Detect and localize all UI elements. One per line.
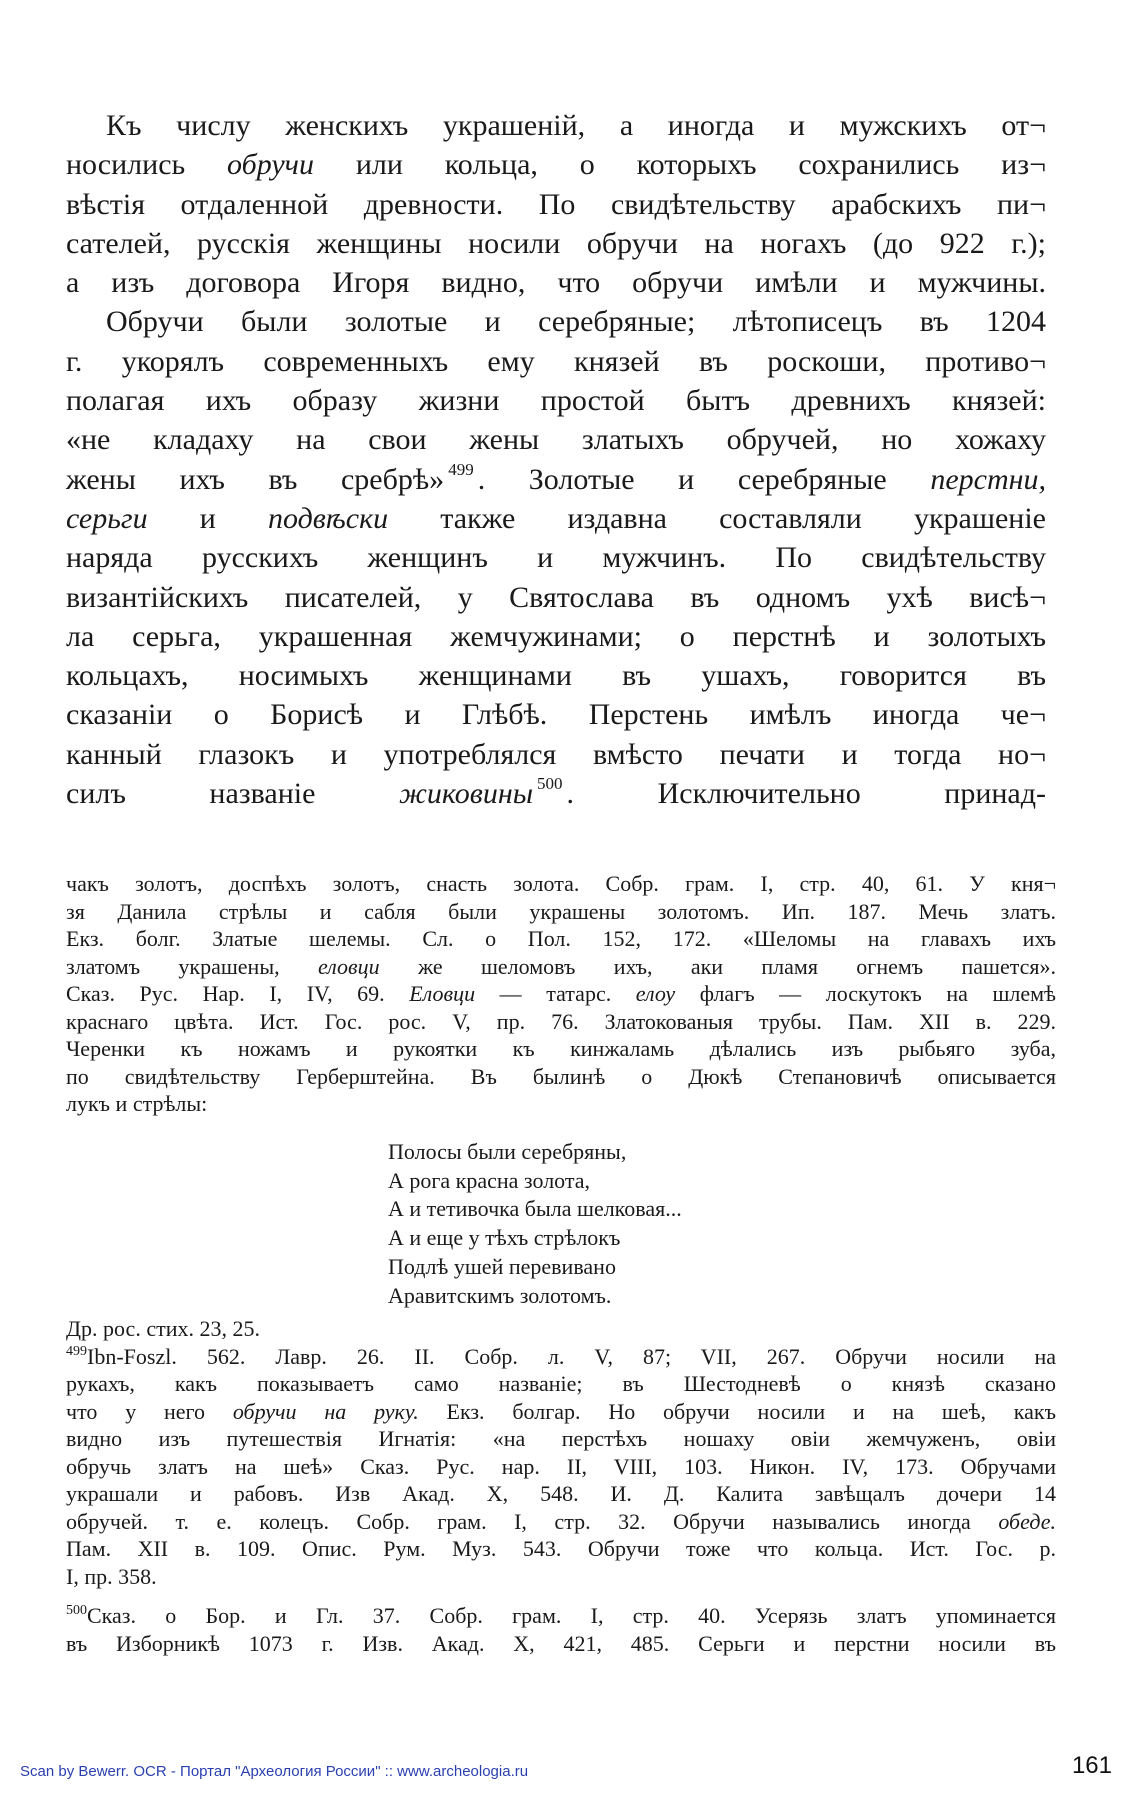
text: Къ числу женскихъ украшенiй, а иногда и мужскихъ от¬ [106,109,1046,142]
text: полагая ихъ образу жизни простой бытъ древнихъ князей: [66,384,1046,418]
text: «не кладаху на свои жены златыхъ обручей, но хожаху [66,423,1046,457]
text-line [66,263,1046,302]
footnotes [66,1315,1056,1657]
text: Др. рос. стих. 23, 25. [66,1316,260,1341]
text: чакъ золотъ, доспѣхъ золотъ, снасть золота. Собр. грам. I, стр. 40, 61. У кня¬ [66,871,1056,896]
text: обручей. т. е. колецъ. Собр. грам. I, стр. 32. Обручи назывались иногда [66,1508,999,1534]
verse-source [66,1315,1056,1343]
text: златомъ украшены, [66,953,318,979]
text: Ibn-Foszl. 562. Лавр. 26. II. Собр. л. V, 87; VII, 267. Обручи носили на [87,1343,1056,1369]
text: канный глазокъ и употреблялся вмѣсто печати и тогда но¬ [66,737,1046,771]
footnote-number: 500 [66,1603,87,1618]
note-line [66,1535,1056,1563]
text-line [66,302,1046,341]
text: сказанiи о Борисѣ и Глѣбѣ. Перстень имѣлъ иногда че¬ [66,698,1046,732]
text: I, пр. 358. [66,1563,157,1589]
text: украшали и рабовъ. Изв Акад. X, 548. И. Д. Калита завѣщалъ дочери 14 [66,1481,1056,1506]
note-line [66,1090,1056,1118]
note-line [66,1630,1056,1658]
text: Екз. болгар. Но обручи носили и на шеѣ, какъ [418,1398,1056,1424]
text: по свидѣтельству Герберштейна. Въ былинѣ о Дюкѣ Степановичѣ описывается [66,1063,1056,1089]
verse-line: Аравитскимъ золотомъ. [388,1282,612,1308]
italic-term: обручи на руку. [232,1398,419,1424]
verse-line: Полосы были серебряны, [388,1139,627,1164]
footnote-500 [66,1602,1056,1630]
note-line [66,925,1056,953]
scan-credit-link[interactable]: Scan by Bewerr. OCR - Портал "Археология России" :: www.archeologia.ru [20,1763,529,1780]
text: сателей, русскiя женщины носили обручи на ногахъ (до 922 г.); [66,226,1046,260]
italic-term: елоу [635,981,676,1006]
text: наряда русскихъ женщинъ и мужчинъ. По свидѣтельству [66,541,1046,575]
note-line [66,870,1056,898]
text-line [66,460,1046,499]
text-line [66,420,1046,459]
note-line [66,1398,1056,1426]
italic-term: жиковины [399,777,534,811]
text-line [66,617,1046,656]
text: Черенки къ ножамъ и рукоятки къ кинжаламь дѣлались изъ рыбьяго зуба, [66,1036,1056,1061]
italic-term: еловци [317,953,380,979]
text: краснаго цвѣта. Ист. Гос. рос. V, пр. 76. Златокованыя трубы. Пам. XII в. 229. [66,1008,1056,1034]
text-line [66,538,1046,577]
note-line [66,1370,1056,1398]
text-line [66,185,1046,224]
text: Екз. болг. Златые шелемы. Сл. о Пол. 152, 172. «Шеломы на главахъ ихъ [66,926,1056,951]
footnote-ref-499[interactable]: 499 [448,459,474,479]
text: а изъ договора Игоря видно, что обручи имѣли и мужчины. [66,266,1046,300]
text: Обручи были золотые и серебряные; лѣтописецъ въ 1204 [106,305,1046,339]
page-number: 161 [1071,1752,1112,1779]
note-line [66,1425,1056,1453]
note-line [66,1008,1056,1036]
text: зя Данила стрѣлы и сабля были украшены золотомъ. Ип. 187. Мечь златъ. [66,898,1056,924]
text: и [147,501,268,535]
text: силъ названiе [66,777,400,811]
text: . Исключительно принад- [566,777,1046,811]
footnote-ref-500[interactable]: 500 [537,774,563,794]
note-line [66,1563,1056,1591]
main-paragraphs [66,106,1046,813]
verse-line: А и тетивочка была шелковая... [388,1196,682,1222]
text-line [66,735,1046,774]
note-line [66,1480,1056,1508]
text: въ Изборникѣ 1073 г. Изв. Акад. X, 421, 485. Серьги и перстни носили въ [66,1630,1056,1656]
text-line [66,499,1046,538]
footnote-499 [66,1343,1056,1371]
italic-term: Еловци [409,981,476,1006]
text: же шеломовъ ихъ, аки пламя огнемъ пашется». [379,953,1057,979]
text-line [66,145,1046,184]
text: видно изъ путешествiя Игнатiя: «на перстѣхъ ношаху овiи жемчуженъ, овiи [66,1426,1056,1451]
note-line [66,1453,1056,1481]
text: носились [66,148,228,182]
text: кольцахъ, носимыхъ женщинами въ ушахъ, говорится въ [66,659,1046,693]
text: Пам. XII в. 109. Опис. Рум. Муз. 543. Обручи тоже что кольца. Ист. Гос. р. [66,1536,1056,1561]
text-line [66,106,1046,145]
text: Сказ. Рус. Нар. I, IV, 69. [66,981,410,1006]
text: или кольца, о которыхъ сохранились из¬ [313,148,1047,182]
text: г. укорялъ современныхъ ему князей въ роскоши, противо¬ [66,344,1046,378]
text-line [66,774,1046,813]
text: обручь златъ на шеѣ» Сказ. Рус. нар. II, VIII, 103. Никон. IV, 173. Обручами [66,1453,1056,1479]
footnote-number: 499 [66,1343,87,1359]
text: . Золотые и серебряные [477,462,931,496]
text: ла серьга, украшенная жемчужинами; о перстнѣ и золотыхъ [66,619,1046,653]
spacer [66,1590,1056,1602]
text: рукахъ, какъ показываетъ само названiе; въ Шестодневѣ о князѣ сказано [66,1371,1056,1396]
footnote-continuation [66,870,1056,1118]
text-line [66,342,1046,381]
italic-term: серьги [66,501,148,535]
text: Сказ. о Бор. и Гл. 37. Собр. грам. I, стр. 40. Усерязь златъ упоминается [87,1603,1056,1628]
note-line [66,1035,1056,1063]
italic-term: обеде. [998,1508,1056,1534]
text-line [66,224,1046,263]
italic-term: подвѣски [267,501,389,535]
text: флагъ — лоскутокъ на шлемѣ [675,981,1057,1006]
text-line [66,381,1046,420]
verse-line: А рога красна золота, [388,1167,591,1193]
italic-term: перстни, [930,462,1046,496]
text-line [66,578,1046,617]
text: вѣстiя отдаленной древности. По свидѣтельству арабскихъ пи¬ [66,187,1046,221]
text: византiйскихъ писателей, у Святослава въ одномъ ухѣ висѣ¬ [66,580,1046,614]
note-line [66,1063,1056,1091]
text: жены ихъ въ сребрѣ» [66,462,445,496]
italic-term: обручи [227,148,314,182]
text: также издавна составляли украшенiе [388,501,1046,535]
note-line [66,953,1056,981]
text: что у него [66,1398,233,1424]
verse-line: А и еще у тѣхъ стрѣлокъ [388,1225,621,1251]
text: лукъ и стрѣлы: [66,1091,208,1116]
note-line [66,1508,1056,1536]
text: — татарс. [475,981,636,1006]
text-line [66,695,1046,734]
verse-quote [388,1138,682,1310]
note-line [66,980,1056,1008]
note-line [66,898,1056,926]
verse-line: Подлѣ ушей перевивано [388,1253,616,1279]
text-line [66,656,1046,695]
